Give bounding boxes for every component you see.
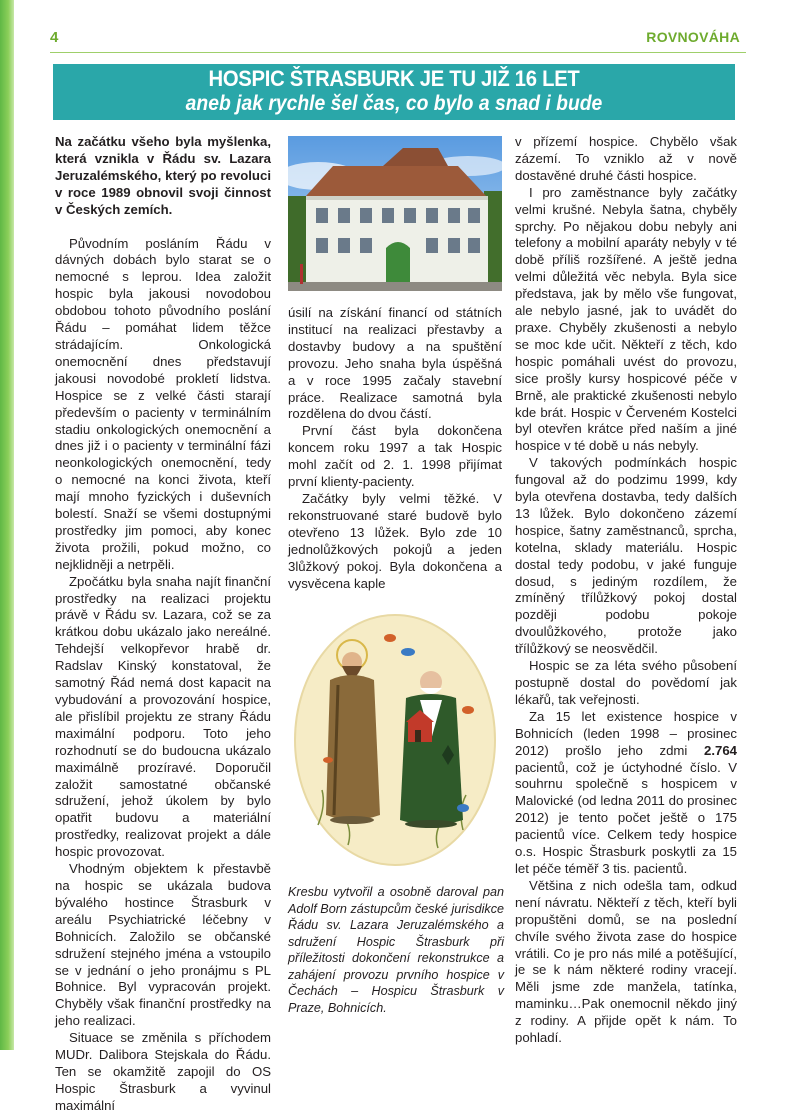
column-2 (288, 305, 502, 592)
paragraph: Původním posláním Řádu v dávných dobách bylo starat se o nemocné s leprou. Idea založit hospic byla jakousi novodobou obdobou tohoto původního poslání Řádu – pomáhat lidem těžce strádajícím. Onkologická onemocnění dnes představují jakousi novodobé prokletí lidstva. Hospice se z velké části starají především o pacienty v terminálním stadiu onkologických onemocnění a dnes již i o pacienty v terminální fázi neonkologických onemocnění, tedy o nemocné na konci života, kteří mají mnoho fyzických i duševních bolestí. Snaží se všemi dostupnými prostředky jim pomoci, aby konec života prožili, pokud možno, co nejklidněji a netrpěli. (55, 235, 271, 572)
paragraph: Většina z nich odešla tam, odkud není návratu. Někteří z těch, kteří byli propuštěni domů, se na poslední chvíle svého života zase do hospice vrátili. Co je pro nás milé a potěšující, je se k nám některé rodiny vracejí. Měli jsme zde manžela, tatínka, maminku…Pak onemocnil někdo jiný z rodiny. A přijde opět k nám. To pohladí. (515, 877, 737, 1046)
green-side-bar (0, 0, 14, 1050)
paragraph: v přízemí hospice. Chybělo však zázemí. To vzniklo až v nově dostavěné druhé části hospice. (515, 134, 737, 183)
column-3 (515, 134, 737, 1047)
lead-paragraph: Na začátku všeho byla myšlenka, která vznikla v Řádu sv. Lazara Jeruzalémského, který po revoluci v roce 1989 obnovil svoji činnost v Českých zemích. (55, 134, 271, 217)
article-subtitle: aneb jak rychle šel čas, co bylo a snad i bude (185, 92, 603, 115)
paragraph: Hospic se za léta svého působení postupně dostal do povědomí jak lékařů, tak veřejnosti. (515, 658, 737, 707)
illustration-caption: Kresbu vytvořil a osobně daroval pan Adolf Born zástupcům české jurisdikce Řádu sv. Lazara Jeruzalémského a sdružení Hospic Štrasburk při příležitosti dokončení rekonstrukce a zahájení provozu prvního hospice v Čechách – Hospicu Štrasburk v Praze, Bohnicích. (288, 885, 504, 1015)
column-1 (55, 134, 271, 1115)
paragraph: Situace se změnila s příchodem MUDr. Dalibora Stejskala do Řádu. Ten se okamžitě zapojil do OS Hospic Štrasburk a vyvinul maximální (55, 1030, 271, 1113)
paragraph: úsilí na získání financí od státních institucí na realizaci přestavby a dostavby budovy a na spuštění provozu. Jeho snaha byla úspěšná a v roce 1995 začaly stavební práce. Realizace samotná byla rozdělena do dvou částí. (288, 305, 502, 422)
text-run: Za 15 let existence hospice v Bohnicích (leden 1998 – prosinec 2012) prošlo jeho zdmi (515, 708, 737, 758)
paragraph: Zpočátku byla snaha najít finanční prostředky na realizaci projektu právě v Řádu sv. Lazara, což se za krátkou dobu ukázalo jako nereálné. Tehdejší velkopřevor hrabě dr. Radslav Kinský konstatoval, že samotný Řád nemá dost kapacit na vybudování a provozování hospice, ale přislíbil projektu ze strany Řádu maximální podporu. Toto jeho rozhodnutí se do budoucna ukázalo maximálně prozíravé. Doporučil založit samostatné občanské sdružení, jehož úkolem by bylo opatřit budovu a materiální prostředky, realizovat projekt a dále hospic provozovat. (55, 573, 271, 860)
text-run: pacientů, což je úctyhodné číslo. V souhrnu společně s hospicem v Malovické (od ledna 2011 do prosinec 2012) je tento počet ještě o 175 pacientů více. Celkem tedy hospice o.s. Hospic Štrasburk poskytli za 15 let péče téměř 3 tis. pacientů. (515, 759, 737, 876)
section-name: ROVNOVÁHA (646, 29, 740, 45)
article-title: HOSPIC ŠTRASBURK JE TU JIŽ 16 LET (208, 66, 580, 91)
paragraph: I pro zaměstnance byly začátky velmi krušné. Nebyla šatna, chyběly sprchy. Po nějakou dobu nebyly ani telefony a mobilní aparáty nebyly v té době příliš rozšířené. A ještě jedna velmi důležitá věc nebyla. Byla sice představa, jak by mělo vše fungovat, ale nebylo jasné, jak to uvádět do praxe. Chyběly zkušenosti a nebylo se moc kde učit. Někteří z těch, kdo hospic pomáhali uvést do provozu, sice prošly kursy hospicové péče v Brně, ale praktické zkušenosti nebylo kde brát. Hospic v Červeném Kostelci byl otevřen krátce před naším a jiné hospice v té době u nás nebyly. (515, 184, 737, 454)
patient-count: 2.764 (703, 742, 737, 758)
page-number: 4 (50, 29, 59, 46)
title-banner (53, 64, 735, 120)
adolf-born-drawing (288, 610, 502, 870)
hospice-building-photo (288, 136, 502, 291)
paragraph: První část byla dokončena koncem roku 1997 a tak Hospic mohl začít od 2. 1. 1998 přijímat první klienty-pacienty. (288, 423, 502, 490)
paragraph: Začátky byly velmi těžké. V rekonstruované staré budově bylo otevřeno 13 lůžek. Bylo zde 10 jednolůžkových pokojů a jeden 3lůžkový pokoj. Byla dokončena a vysvěcena kaple (288, 490, 502, 591)
paragraph: V takových podmínkách hospic fungoval až do podzimu 1999, kdy byla otevřena dostavba, tedy dalších 13 lůžek. Bylo dokončeno zázemí hospice, šatny zaměstnanců, sprcha, kotelna, sklady materiálu. Hospic dostal tedy podobu, v jaké funguje dosud, s jediným rozdílem, že zmíněný třílůžkový pokoj dostal později podobu pokoje dvoulůžkového, protože jako třílůžkový se neosvědčil. (515, 455, 737, 657)
paragraph: Vhodným objektem k přestavbě na hospic se ukázala budova bývalého hostince Štrasburk v areálu Psychiatrické léčebny v Bohnicích. Založilo se občanské sdružení stejného jména a vstoupilo se v jednání o jeho pronájmu s PL Bohnice. Byl vypracován projekt. Chyběly však finanční prostředky na jeho realizaci. (55, 861, 271, 1029)
header-rule (50, 52, 746, 53)
paragraph (515, 709, 737, 878)
